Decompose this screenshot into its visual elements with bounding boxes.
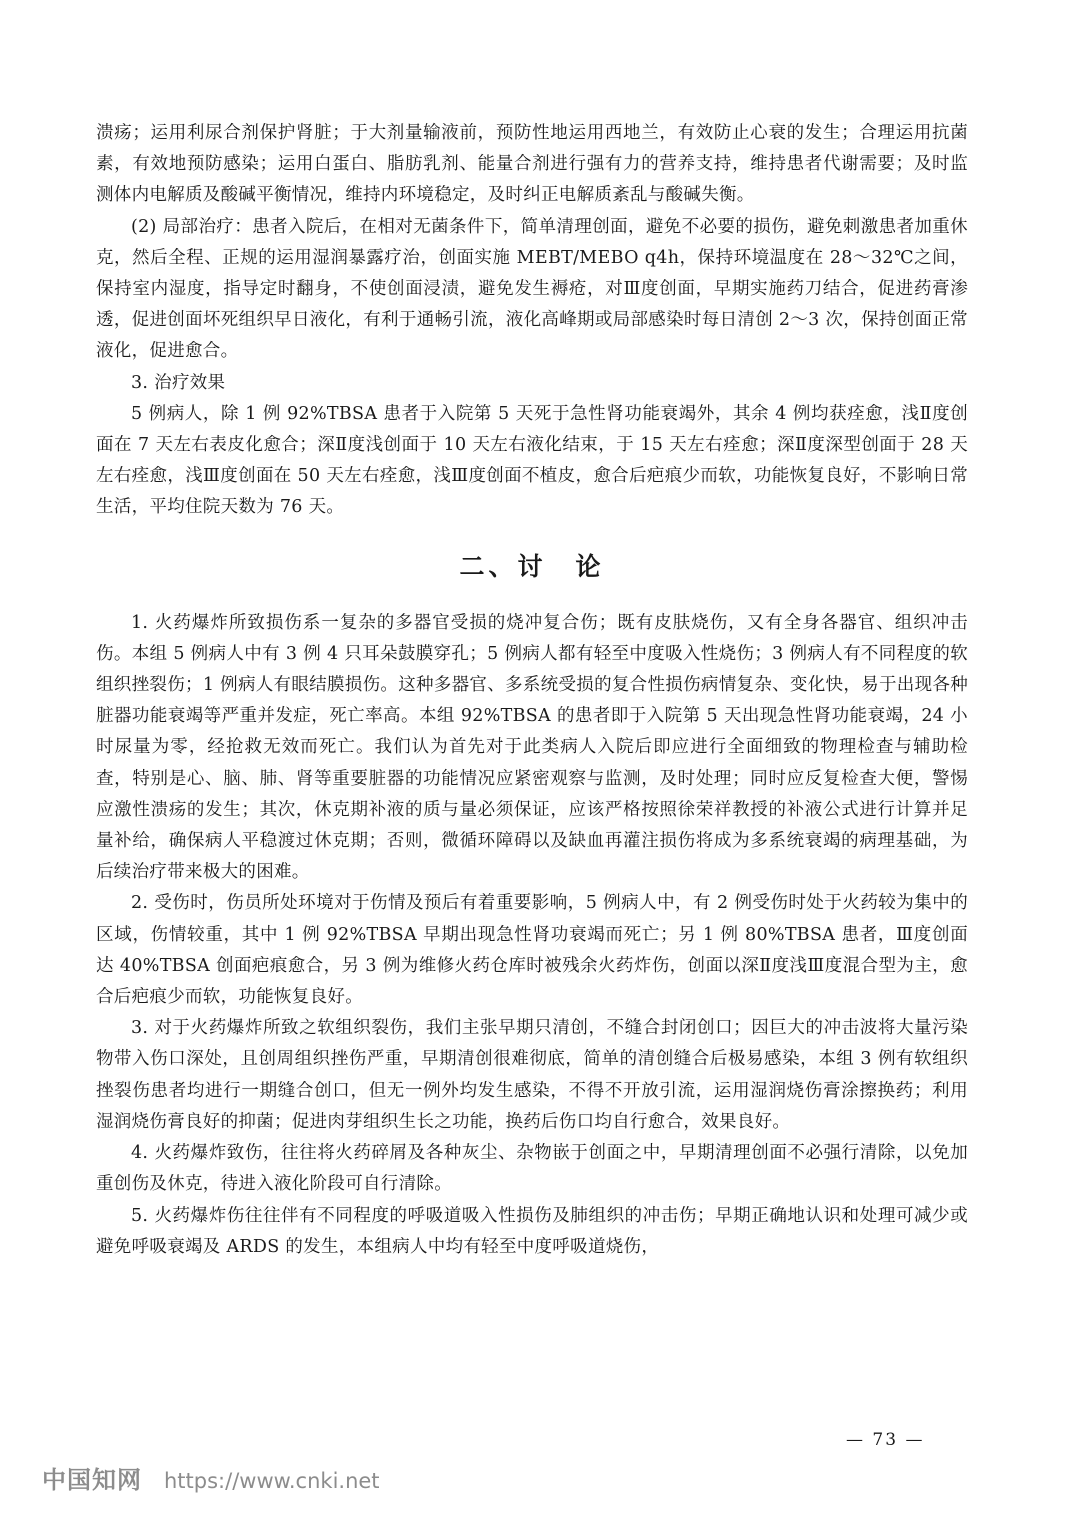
discussion-paragraph-5: 5. 火药爆炸伤往往伴有不同程度的呼吸道吸入性损伤及肺组织的冲击伤；早期正确地认识和处理可减少或避免呼吸衰竭及 ARDS 的发生，本组病人中均有轻至中度呼吸道烧伤， <box>96 1205 968 1257</box>
paragraph-local-treatment: (2) 局部治疗：患者入院后，在相对无菌条件下，简单清理创面，避免不必要的损伤，避免刺激患者加重休克，然后全程、正规的运用湿润暴露疗治，创面实施 MEBT/MEBO q4h，保持环境温度在 28～32℃之间，保持室内湿度，指导定时翻身，不使创面浸渍，避免发生褥疮，对Ⅲ度创面，早期实施药刀结合，促进药膏渗透，促进创面坏死组织早日液化，有利于通畅引流，液化高峰期或局部感染时每日清创 2～3 次，保持创面正常液化，促进愈合。 <box>96 216 968 362</box>
footer-watermark <box>42 1460 380 1495</box>
page-number: — 73 — <box>846 1430 925 1450</box>
cnki-logo: 中国知网 <box>42 1466 142 1494</box>
subheading-treatment-results: 3. 治疗效果 <box>131 372 226 393</box>
discussion-paragraph-2: 2. 受伤时，伤员所处环境对于伤情及预后有着重要影响，5 例病人中，有 2 例受伤时处于火药较为集中的区域，伤情较重，其中 1 例 92%TBSA 早期出现急性肾功衰竭而死亡；另 1 例 80%TBSA 患者，Ⅲ度创面达 40%TBSA 创面疤痕愈合，另 3 例为维修火药仓库时被残余火药炸伤，创面以深Ⅱ度浅Ⅲ度混合型为主，愈合后疤痕少而软，功能恢复良好。 <box>96 893 968 1008</box>
paragraph-treatment-results: 5 例病人，除 1 例 92%TBSA 患者于入院第 5 天死于急性肾功能衰竭外，其余 4 例均获痊愈，浅Ⅱ度创面在 7 天左右表皮化愈合；深Ⅱ度浅创面于 10 天左右液化结束，于 15 天左右痊愈；深Ⅱ度深型创面于 28 天左右痊愈，浅Ⅲ度创面在 50 天左右痊愈，浅Ⅲ度创面不植皮，愈合后疤痕少而软，功能恢复良好，不影响日常生活，平均住院天数为 76 天。 <box>96 403 968 518</box>
paragraph-continued: 溃疡；运用利尿合剂保护肾脏；于大剂量输液前，预防性地运用西地兰，有效防止心衰的发生；合理运用抗菌素，有效地预防感染；运用白蛋白、脂肪乳剂、能量合剂进行强有力的营养支持，维持患者代谢需要；及时监测体内电解质及酸碱平衡情况，维持内环境稳定，及时纠正电解质紊乱与酸碱失衡。 <box>96 123 968 206</box>
section-heading-discussion: 二、讨 论 <box>459 551 605 581</box>
discussion-paragraph-1: 1. 火药爆炸所致损伤系一复杂的多器官受损的烧冲复合伤；既有皮肤烧伤，又有全身各器官、组织冲击伤。本组 5 例病人中有 3 例 4 只耳朵鼓膜穿孔；5 例病人都有轻至中度吸入性烧伤；3 例病人有不同程度的软组织挫裂伤；1 例病人有眼结膜损伤。这种多器官、多系统受损的复合性损伤病情复杂、变化快，易于出现各种脏器功能衰竭等严重并发症，死亡率高。本组 92%TBSA 的患者即于入院第 5 天出现急性肾功能衰竭，24 小时尿量为零，经抢救无效而死亡。我们认为首先对于此类病人入院后即应进行全面细致的物理检查与辅助检查，特别是心、脑、肺、肾等重要脏器的功能情况应紧密观察与监测，及时处理；同时应反复检查大便，警惕应激性溃疡的发生；其次，休克期补液的质与量必须保证，应该严格按照徐荣祥教授的补液公式进行计算并足量补给，确保病人平稳渡过休克期；否则，微循环障碍以及缺血再灌注损伤将成为多系统衰竭的病理基础，为后续治疗带来极大的困难。 <box>96 612 968 883</box>
discussion-paragraph-4: 4. 火药爆炸致伤，往往将火药碎屑及各种灰尘、杂物嵌于创面之中，早期清理创面不必强行清除，以免加重创伤及休克，待进入液化阶段可自行清除。 <box>96 1143 968 1195</box>
cnki-url: https://www.cnki.net <box>164 1469 380 1493</box>
discussion-paragraph-3: 3. 对于火药爆炸所致之软组织裂伤，我们主张早期只清创，不缝合封闭创口；因巨大的冲击波将大量污染物带入伤口深处，且创周组织挫伤严重，早期清创很难彻底，简单的清创缝合后极易感染，本组 3 例有软组织挫裂伤患者均进行一期缝合创口，但无一例外均发生感染，不得不开放引流，运用湿润烧伤膏涂擦换药；利用湿润烧伤膏良好的抑菌；促进肉芽组织生长之功能，换药后伤口均自行愈合，效果良好。 <box>96 1018 968 1132</box>
page-body <box>96 118 968 1263</box>
